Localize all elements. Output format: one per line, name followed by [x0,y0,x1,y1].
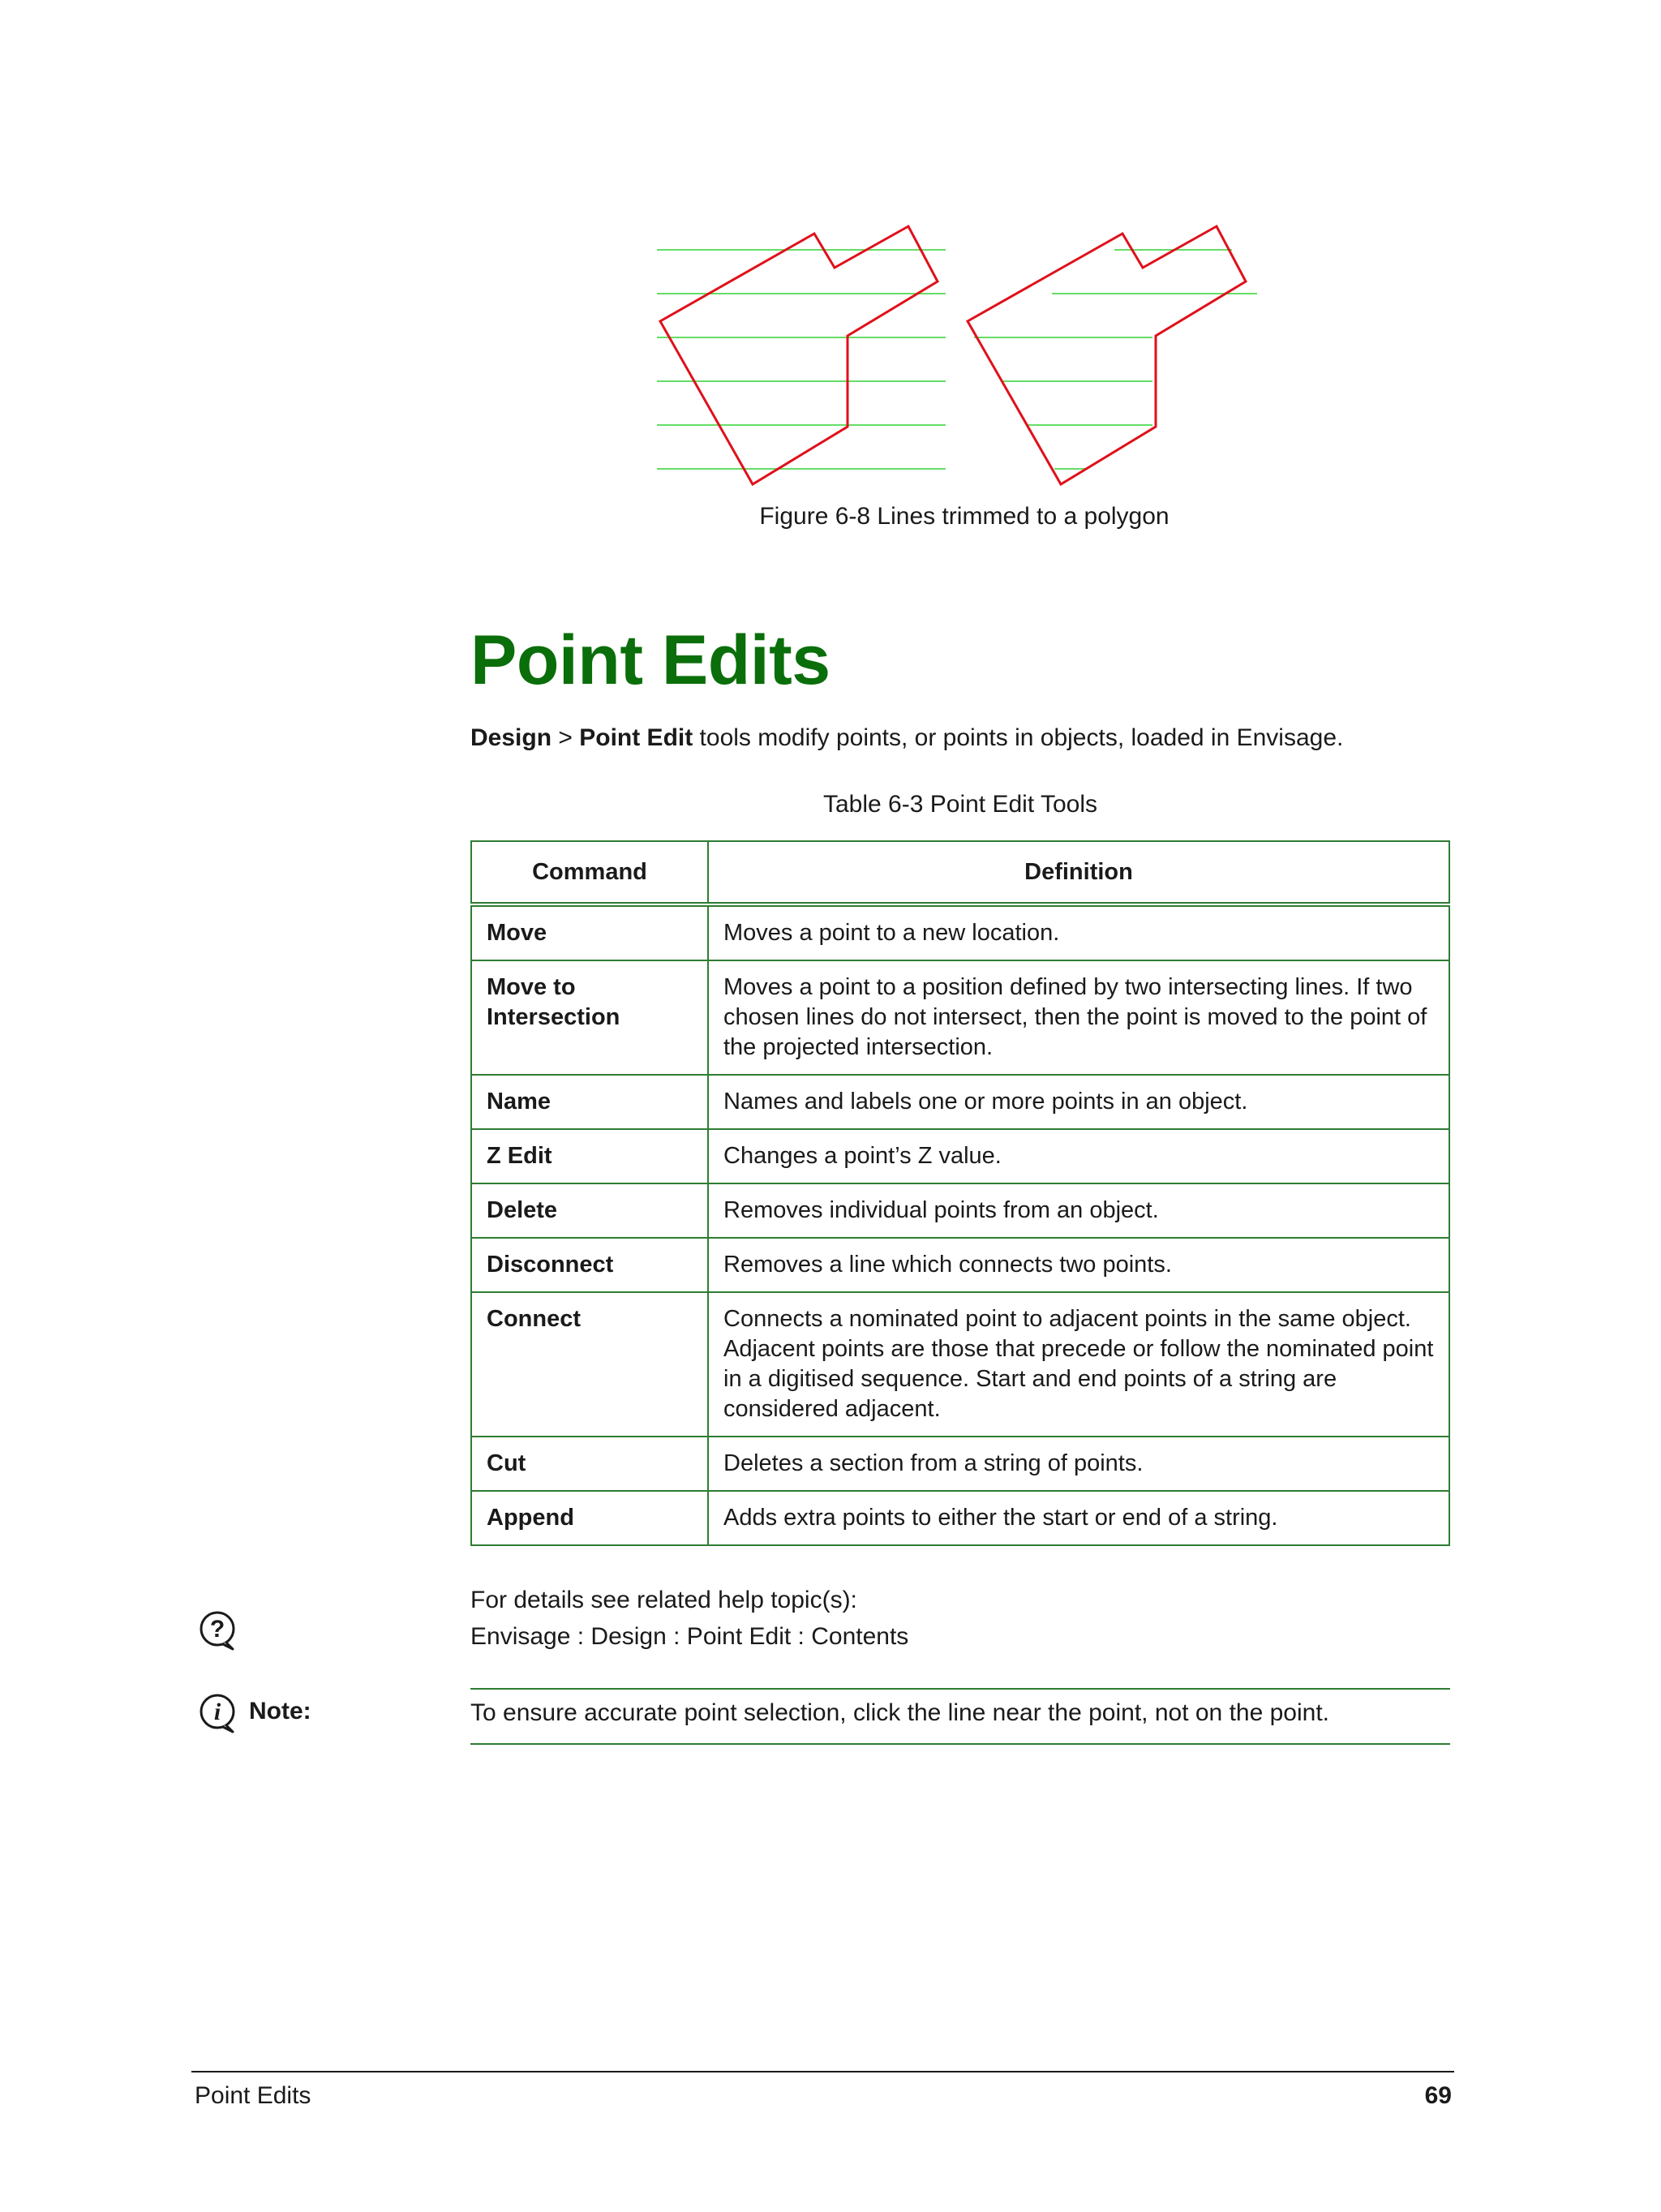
menu-point-edit: Point Edit [579,724,693,751]
page-number: 69 [1424,2082,1452,2109]
untrimmed-lines [657,250,946,469]
command-cell: Disconnect [471,1238,708,1292]
command-cell: Connect [471,1292,708,1437]
note-label: Note: [249,1698,311,1725]
table-row [471,960,1449,1075]
svg-text:i: i [213,1699,221,1725]
command-cell: Z Edit [471,1129,708,1183]
definition-cell: Names and labels one or more points in an object. [708,1075,1449,1129]
table-header-row [471,841,1449,904]
related-help-intro: For details see related help topic(s): [470,1587,857,1613]
section-intro [470,724,1343,752]
table-row [471,1491,1449,1545]
table-row [471,1238,1449,1292]
point-edit-tools-table [470,840,1450,1546]
menu-design: Design [470,724,552,751]
table-row [471,1129,1449,1183]
polygon-right [968,226,1246,484]
command-cell: Append [471,1491,708,1545]
info-icon [199,1693,239,1735]
command-cell: Cut [471,1437,708,1491]
header-definition: Definition [708,841,1449,904]
footer-divider [191,2071,1454,2072]
definition-cell: Moves a point to a position defined by two intersecting lines. If two chosen lines do not intersect, then the point is moved to the point of the projected intersection. [708,960,1449,1075]
definition-cell: Moves a point to a new location. [708,904,1449,960]
command-cell: Move to Intersection [471,960,708,1075]
definition-cell: Removes individual points from an object. [708,1183,1449,1238]
intro-text: tools modify points, or points in objects, loaded in Envisage. [693,724,1344,751]
definition-cell: Deletes a section from a string of points. [708,1437,1449,1491]
command-cell: Name [471,1075,708,1129]
help-question-icon [199,1610,239,1652]
table-row [471,1183,1449,1238]
trimmed-lines [974,250,1257,469]
related-help-topic[interactable]: Envisage : Design : Point Edit : Contents [470,1623,909,1650]
figure-caption: Figure 6-8 Lines trimmed to a polygon [759,503,1170,530]
table-row [471,1437,1449,1491]
definition-cell: Adds extra points to either the start or end of a string. [708,1491,1449,1545]
polygon-trim-figure [649,219,1281,495]
note-text: To ensure accurate point selection, click the line near the point, not on the point. [470,1688,1450,1745]
definition-cell: Removes a line which connects two points. [708,1238,1449,1292]
related-help [470,1582,908,1655]
section-title: Point Edits [470,621,830,699]
table-row [471,1292,1449,1437]
header-command: Command [471,841,708,904]
table-row [471,1075,1449,1129]
table-row [471,904,1449,960]
command-cell: Delete [471,1183,708,1238]
command-cell: Move [471,904,708,960]
polygon-left [660,226,938,484]
menu-separator: > [552,724,580,751]
definition-cell: Changes a point’s Z value. [708,1129,1449,1183]
footer-section-name: Point Edits [195,2082,311,2109]
table-caption: Table 6-3 Point Edit Tools [823,791,1097,818]
svg-text:?: ? [209,1616,225,1643]
definition-cell: Connects a nominated point to adjacent points in the same object. Adjacent points are those that precede or follow the nominated point in a digitised sequence. Start and end points of a string are considered adjacent. [708,1292,1449,1437]
